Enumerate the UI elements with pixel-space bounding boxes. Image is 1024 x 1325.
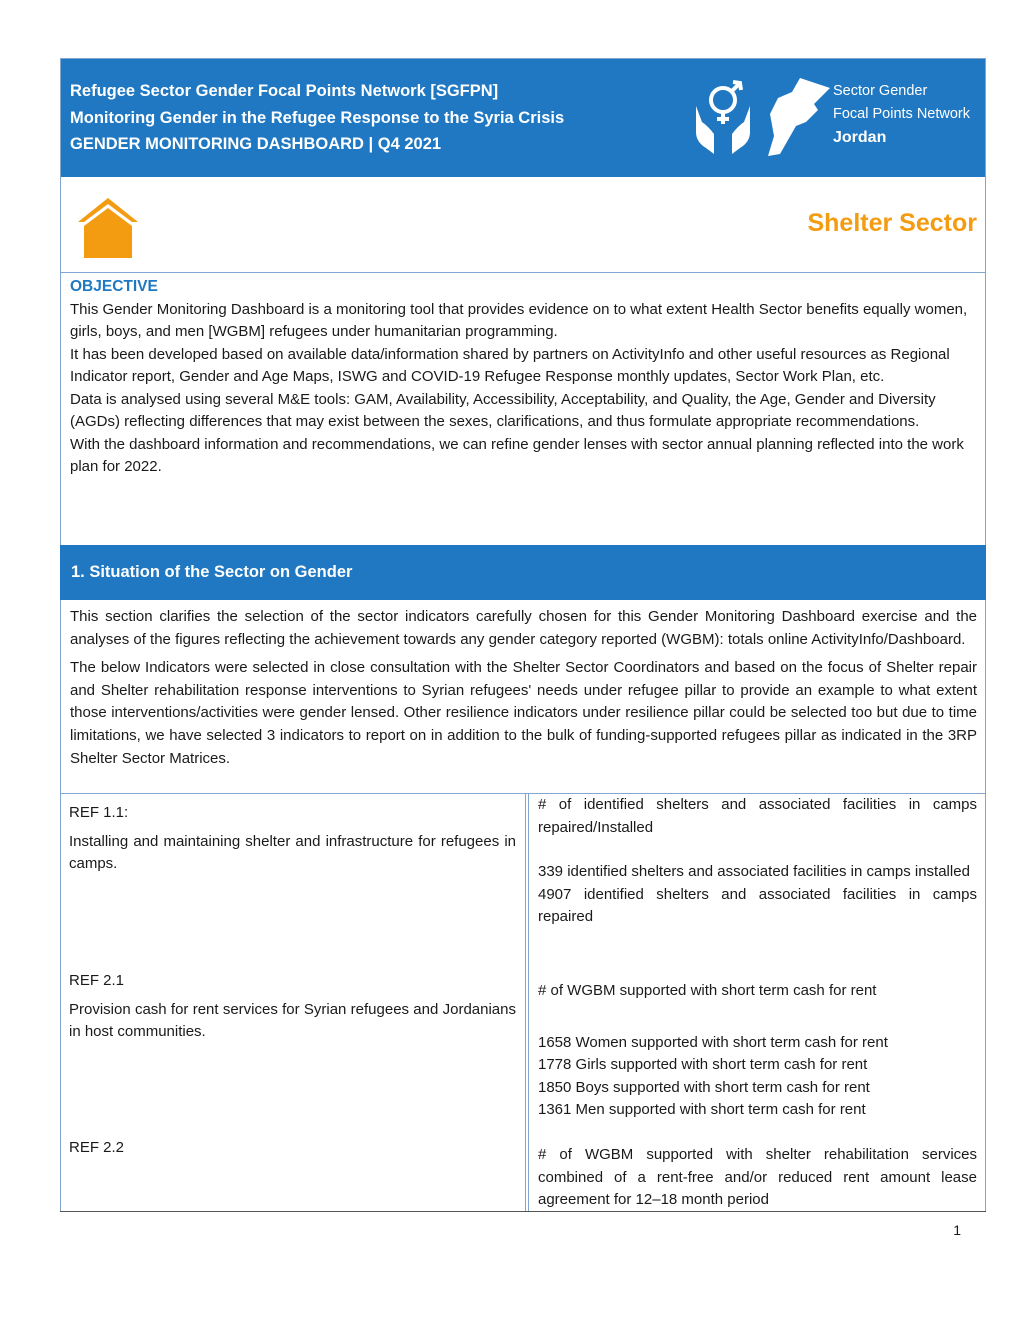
objective-paragraph: With the dashboard information and recommendations, we can refine gender lenses with sector annual planning reflected into the work plan for 2022. [70, 435, 964, 475]
house-icon [76, 194, 140, 260]
result-line: 339 identified shelters and associated facilities in camps installed [538, 863, 970, 880]
ref-label: REF 2.1 [69, 972, 125, 989]
objective-paragraph: It has been developed based on available data/information shared by partners on ActivityInfo and other useful resources as Regional Indicator report, Gender and Age Maps, ISWG and COVID-19 Refugee Response monthly updates, Sector Work Plan, etc. [70, 345, 950, 385]
indicator-text: # of WGBM supported with short term cash for rent [538, 982, 877, 999]
section-1-heading: 1. Situation of the Sector on Gender [60, 545, 986, 600]
result-line: 4907 identified shelters and associated facilities in camps repaired [538, 885, 977, 925]
ref-description: Provision cash for rent services for Syrian refugees and Jordanians in host communities. [69, 1000, 516, 1040]
result-line: 1778 Girls supported with short term cash for rent [538, 1056, 868, 1073]
ref-1-1-results [538, 794, 977, 929]
ref-label: REF 1.1: [69, 804, 129, 821]
ref-2-1-results [538, 980, 977, 1122]
result-line: 1850 Boys supported with short term cash for rent [538, 1078, 870, 1096]
indicators-table [60, 793, 986, 1212]
sector-title: Shelter Sector [807, 209, 977, 237]
logo-line-2: Focal Points Network [833, 106, 970, 122]
logo-line-3: Jordan [833, 129, 887, 146]
intro-paragraph: The below Indicators were selected in close consultation with the Shelter Sector Coordinators and based on the focus of Shelter repair and Shelter rehabilitation response interventions to Syrian refugees' needs under refugee pillar to provide an example to what extent those interventions/activities were gender lensed. Other resilience indicators under resilience pillar could be selected too but due to time limitations, we have selected 3 indicators to report on in addition to the bulk of funding-supported refugees pillar as indicated in the 3RP Shelter Sector Matrices. [70, 659, 977, 767]
ref-label: REF 2.2 [69, 1139, 125, 1156]
dashboard-title: GENDER MONITORING DASHBOARD | Q4 2021 [70, 135, 442, 153]
ref-1-1-cell [69, 802, 516, 876]
ref-2-2-results [538, 1144, 977, 1212]
logo-line-1: Sector Gender [833, 83, 928, 99]
ref-2-2-cell [69, 1137, 516, 1160]
monitoring-subtitle: Monitoring Gender in the Refugee Response to the Syria Crisis [70, 108, 565, 127]
indicator-text: # of WGBM supported with shelter rehabilitation services combined of a rent-free and/or reduced rent amount lease agreement for 12–18 month period [538, 1146, 977, 1208]
objective-paragraph: Data is analysed using several M&E tools: GAM, Availability, Accessibility, Acceptability, and Quality, the Age, Gender and Diversity (AGDs) reflecting differences that may exist between the sexes, clarifications, and thus formulate appropriate recommendations. [70, 390, 936, 430]
result-line: 1361 Men supported with short term cash for rent [538, 1101, 866, 1118]
indicator-text: # of identified shelters and associated facilities in camps repaired/Installed [538, 796, 977, 836]
result-line: 1658 Women supported with short term cash for rent [538, 1033, 888, 1051]
ref-description: Installing and maintaining shelter and infrastructure for refugees in camps. [69, 832, 516, 872]
section-1-intro [60, 600, 986, 776]
objective-paragraph: This Gender Monitoring Dashboard is a monitoring tool that provides evidence on to what extent Health Sector benefits equally women, girls, boys, and men [WGBM] refugees under humanitarian programming. [70, 300, 968, 340]
ref-2-1-cell [69, 970, 516, 1044]
sector-band [60, 177, 986, 273]
objective-section [60, 273, 986, 545]
indicator-ref-column [60, 794, 526, 1211]
page-number: 1 [953, 1222, 961, 1238]
network-title: Refugee Sector Gender Focal Points Network [SGFPN] [70, 82, 499, 100]
intro-paragraph: This section clarifies the selection of the sector indicators carefully chosen for this Gender Monitoring Dashboard exercise and the analyses of the figures reflecting the achievement towards any gender category reported (WGBM): totals online ActivityInfo/Dashboard. [70, 608, 977, 648]
indicator-results-column [528, 794, 986, 1211]
objective-heading: OBJECTIVE [70, 278, 158, 295]
